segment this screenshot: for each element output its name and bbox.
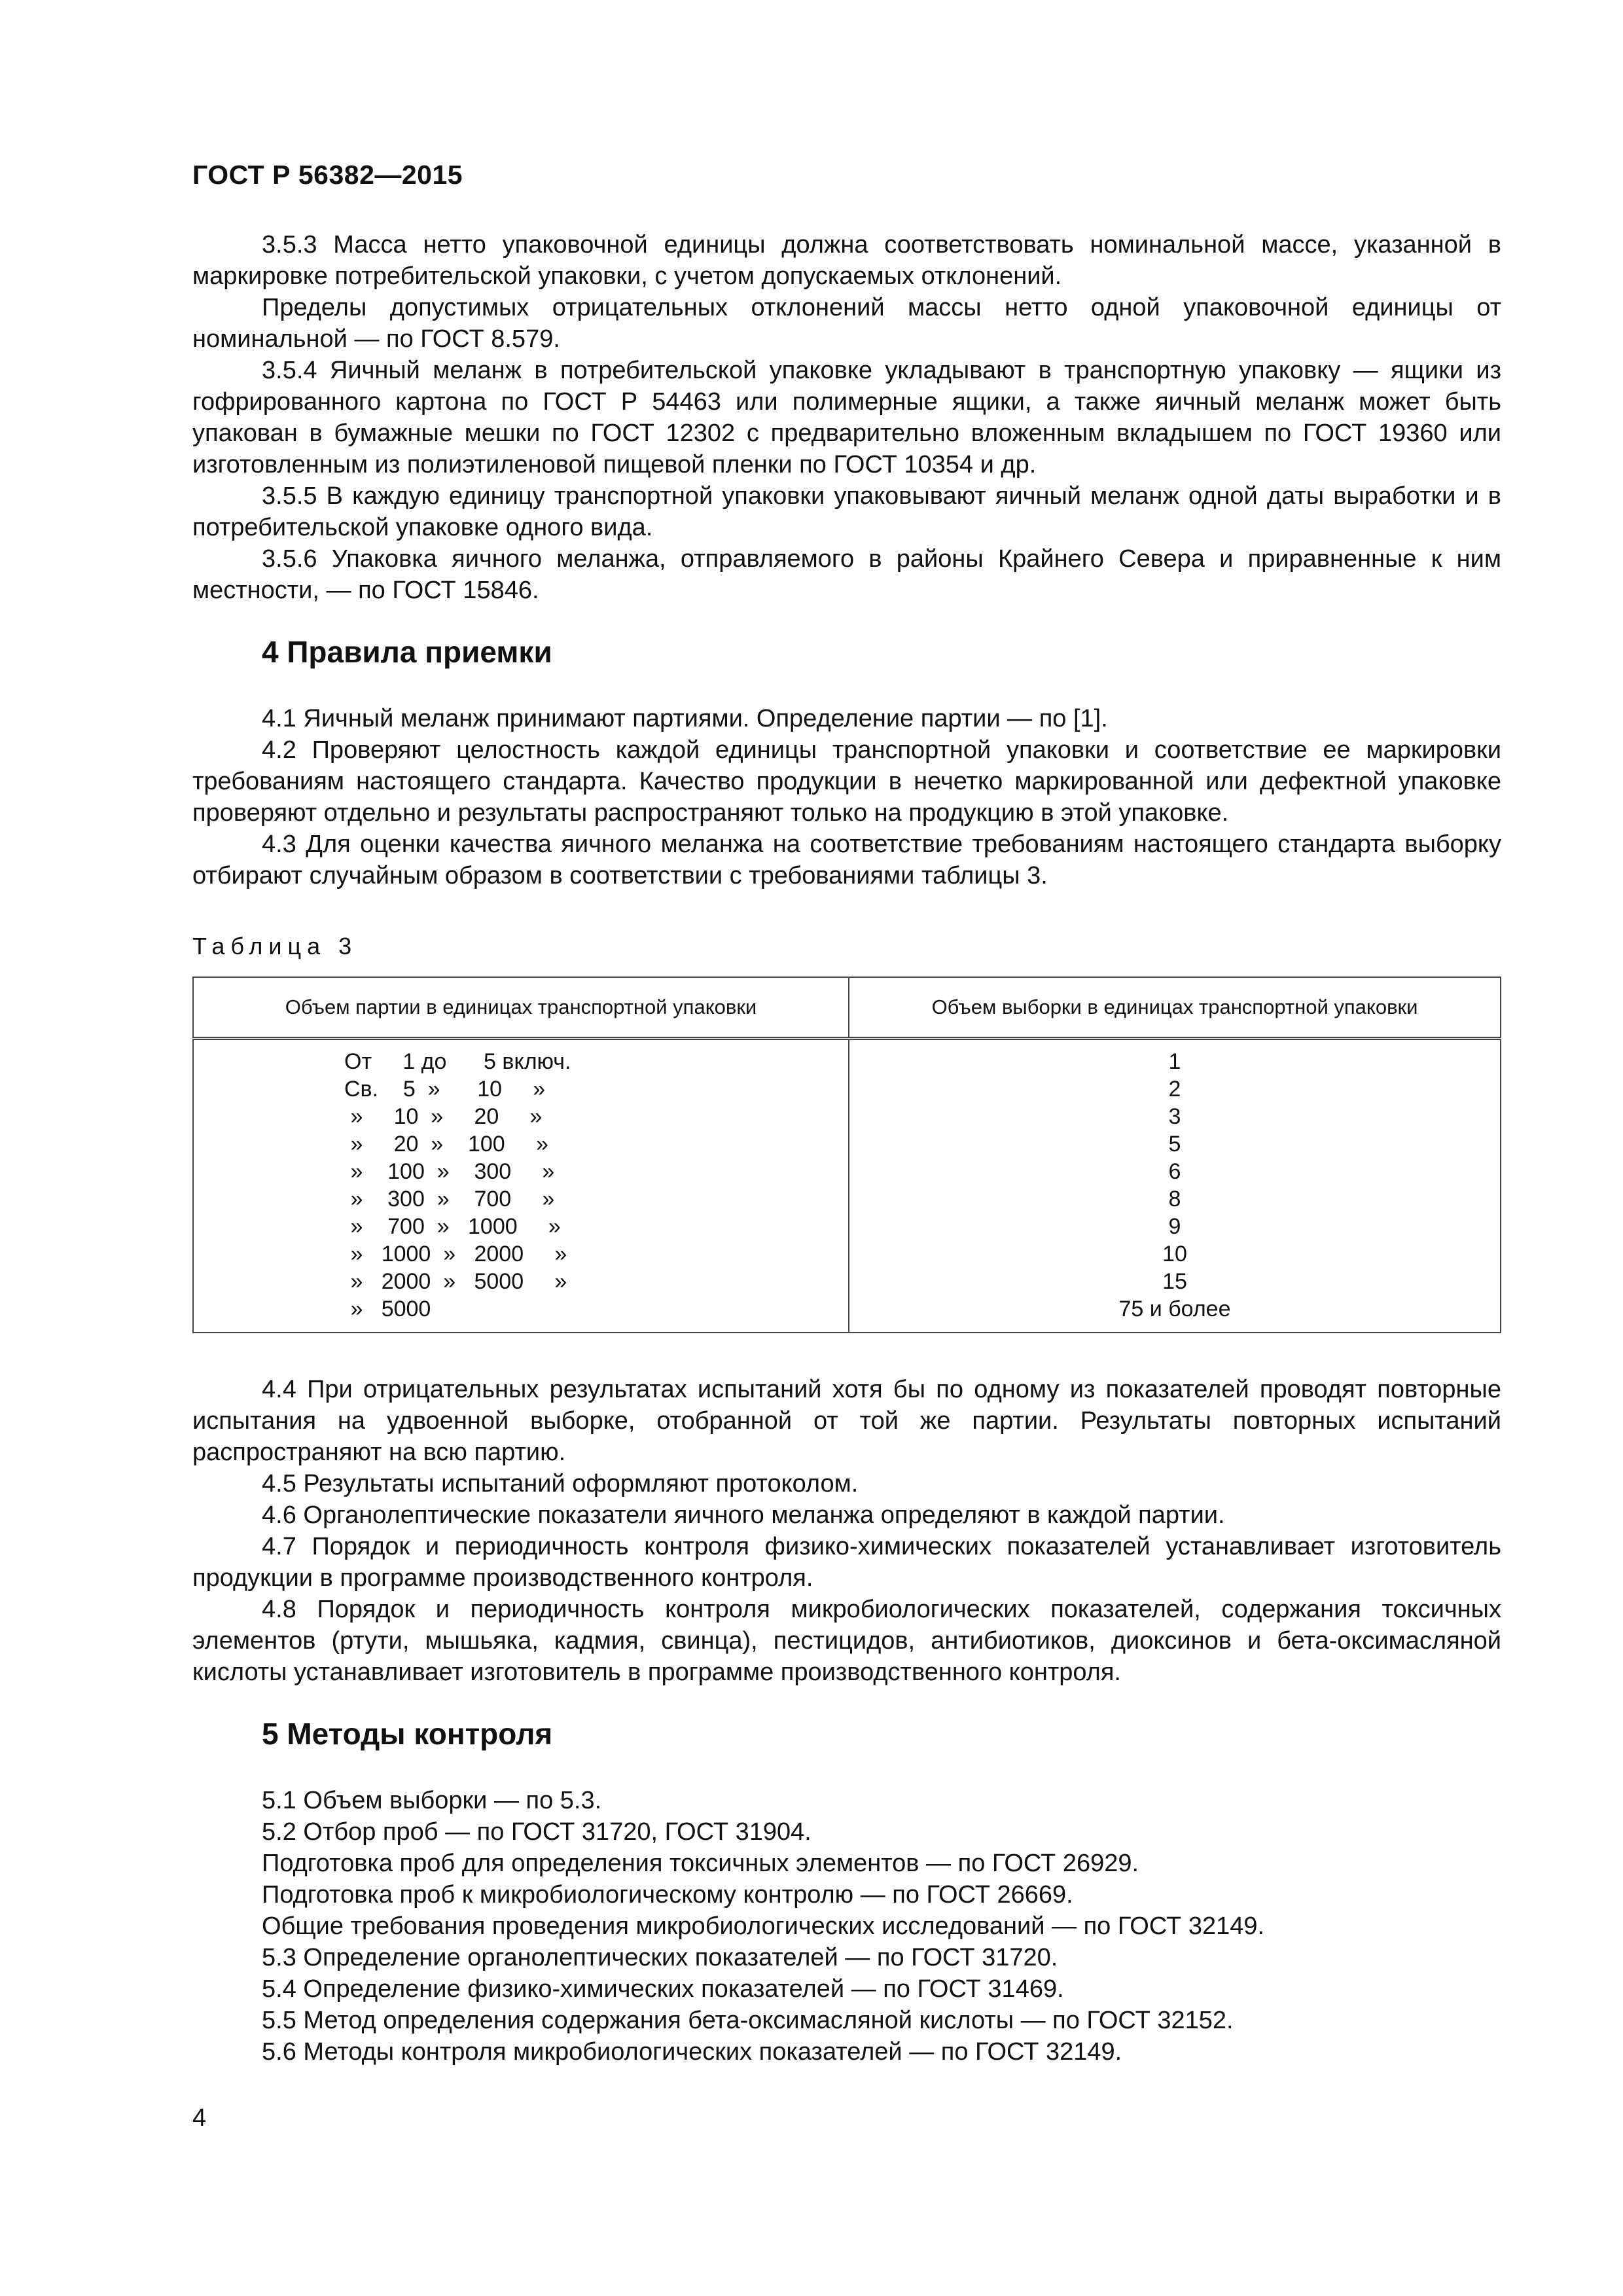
lot-range: » 5000 — [344, 1297, 431, 1321]
sample-size: 15 — [1162, 1269, 1187, 1294]
paragraph-5-6: 5.6 Методы контроля микробиологических показателей — по ГОСТ 32149. — [262, 2038, 1122, 2066]
paragraph-5-1: 5.1 Объем выборки — по 5.3. — [262, 1787, 602, 1814]
sample-size: 9 — [1168, 1214, 1181, 1239]
lot-range: » 700 » 1000 » — [344, 1214, 561, 1239]
paragraph-4-2: 4.2 Проверяют целостность каждой единицы транспортной упаковки и соответствие ее маркировки требованиям настоящего стандарта. Качество продукции в нечетко маркированной или дефектной упаковке проверяют отдельно и результаты распространяют только на продукцию в этой упаковке. — [192, 736, 1501, 827]
table-body-row — [193, 1039, 1501, 1333]
table-caption: Таблица 3 — [192, 933, 358, 960]
page-number: 4 — [192, 2104, 207, 2132]
paragraph-4-1: 4.1 Яичный меланж принимают партиями. Определение партии — по [1]. — [262, 705, 1108, 732]
paragraph-4-5: 4.5 Результаты испытаний оформляют протоколом. — [262, 1470, 859, 1498]
sample-size: 10 — [1162, 1242, 1187, 1266]
lot-range: От 1 до 5 включ. — [344, 1049, 571, 1074]
lot-range: » 300 » 700 » — [344, 1187, 555, 1211]
paragraph-5-2-toxic: Подготовка проб для определения токсичных элементов — по ГОСТ 26929. — [262, 1850, 1139, 1877]
lot-range-cell — [193, 1039, 849, 1333]
section-5-heading: 5 Методы контроля — [262, 1717, 553, 1751]
sample-size-table — [192, 977, 1501, 1333]
sample-size: 5 — [1168, 1132, 1181, 1157]
paragraph-5-4: 5.4 Определение физико-химических показателей — по ГОСТ 31469. — [262, 1975, 1064, 2003]
paragraph-3-5-5: 3.5.5 В каждую единицу транспортной упаковки упаковывают яичный меланж одной даты выработки и в потребительской упаковке одного вида. — [192, 482, 1501, 541]
lot-range: » 1000 » 2000 » — [344, 1242, 567, 1266]
document-code: ГОСТ Р 56382—2015 — [192, 160, 463, 190]
paragraph-4-7: 4.7 Порядок и периодичность контроля физико-химических показателей устанавливает изготовитель продукции в программе производственного контроля. — [192, 1533, 1501, 1592]
paragraph-5-5: 5.5 Метод определения содержания бета-оксимасляной кислоты — по ГОСТ 32152. — [262, 2007, 1234, 2034]
lot-range: » 2000 » 5000 » — [344, 1269, 567, 1294]
paragraph-5-2-micro: Подготовка проб к микробиологическому контролю — по ГОСТ 26669. — [262, 1881, 1073, 1909]
paragraph-5-2-general: Общие требования проведения микробиологических исследований — по ГОСТ 32149. — [262, 1912, 1265, 1940]
document-body — [192, 229, 1501, 2068]
paragraph-4-6: 4.6 Органолептические показатели яичного меланжа определяют в каждой партии. — [262, 1501, 1225, 1529]
sample-size: 2 — [1168, 1077, 1181, 1102]
lot-range: » 100 » 300 » — [344, 1159, 555, 1184]
paragraph-3-5-4: 3.5.4 Яичный меланж в потребительской упаковке укладывают в транспортную упаковку — ящики из гофрированного картона по ГОСТ Р 54463 или полимерные ящики, а также яичный меланж может быть упакован в бумажные мешки по ГОСТ 12302 с предварительно вложенным вкладышем по ГОСТ 19360 или изготовленным из полиэтиленовой пищевой пленки по ГОСТ 10354 и др. — [192, 357, 1501, 478]
paragraph-3-5-3-limits: Пределы допустимых отрицательных отклонений массы нетто одной упаковочной единицы от номинальной — по ГОСТ 8.579. — [192, 294, 1501, 353]
paragraph-4-4: 4.4 При отрицательных результатах испытаний хотя бы по одному из показателей проводят повторные испытания на удвоенной выборке, отобранной от той же партии. Результаты повторных испытаний распространяют на всю партию. — [192, 1376, 1501, 1466]
lot-range: » 10 » 20 » — [344, 1104, 543, 1129]
paragraph-4-3: 4.3 Для оценки качества яичного меланжа на соответствие требованиям настоящего стандарта выборку отбирают случайным образом в соответствии с требованиями таблицы 3. — [192, 831, 1501, 889]
sample-size-cell — [849, 1039, 1501, 1333]
sample-size: 1 — [1168, 1049, 1181, 1074]
paragraph-4-8: 4.8 Порядок и периодичность контроля микробиологических показателей, содержания токсичных элементов (ртути, мышьяка, кадмия, свинца), пестицидов, антибиотиков, диоксинов и бета-оксимасляной кислоты устанавливает изготовитель в программе производственного контроля. — [192, 1596, 1501, 1686]
lot-range: Св. 5 » 10 » — [344, 1077, 546, 1102]
section-4-heading: 4 Правила приемки — [262, 635, 552, 669]
paragraph-5-2: 5.2 Отбор проб — по ГОСТ 31720, ГОСТ 31904. — [262, 1818, 812, 1846]
paragraph-3-5-6: 3.5.6 Упаковка яичного меланжа, отправляемого в районы Крайнего Севера и приравненные к ним местности, — по ГОСТ 15846. — [192, 545, 1501, 604]
sample-size: 8 — [1168, 1187, 1181, 1211]
lot-range: » 20 » 100 » — [344, 1132, 548, 1157]
table-header-sample-size: Объем выборки в единицах транспортной упаковки — [849, 977, 1501, 1039]
sample-size: 6 — [1168, 1159, 1181, 1184]
paragraph-3-5-3: 3.5.3 Масса нетто упаковочной единицы должна соответствовать номинальной массе, указанной в маркировке потребительской упаковки, с учетом допускаемых отклонений. — [192, 231, 1501, 290]
sample-size: 3 — [1168, 1104, 1181, 1129]
paragraph-5-3: 5.3 Определение органолептических показателей — по ГОСТ 31720. — [262, 1944, 1058, 1971]
sample-size: 75 и более — [1118, 1297, 1231, 1321]
table-header-lot-size: Объем партии в единицах транспортной упаковки — [193, 977, 849, 1039]
